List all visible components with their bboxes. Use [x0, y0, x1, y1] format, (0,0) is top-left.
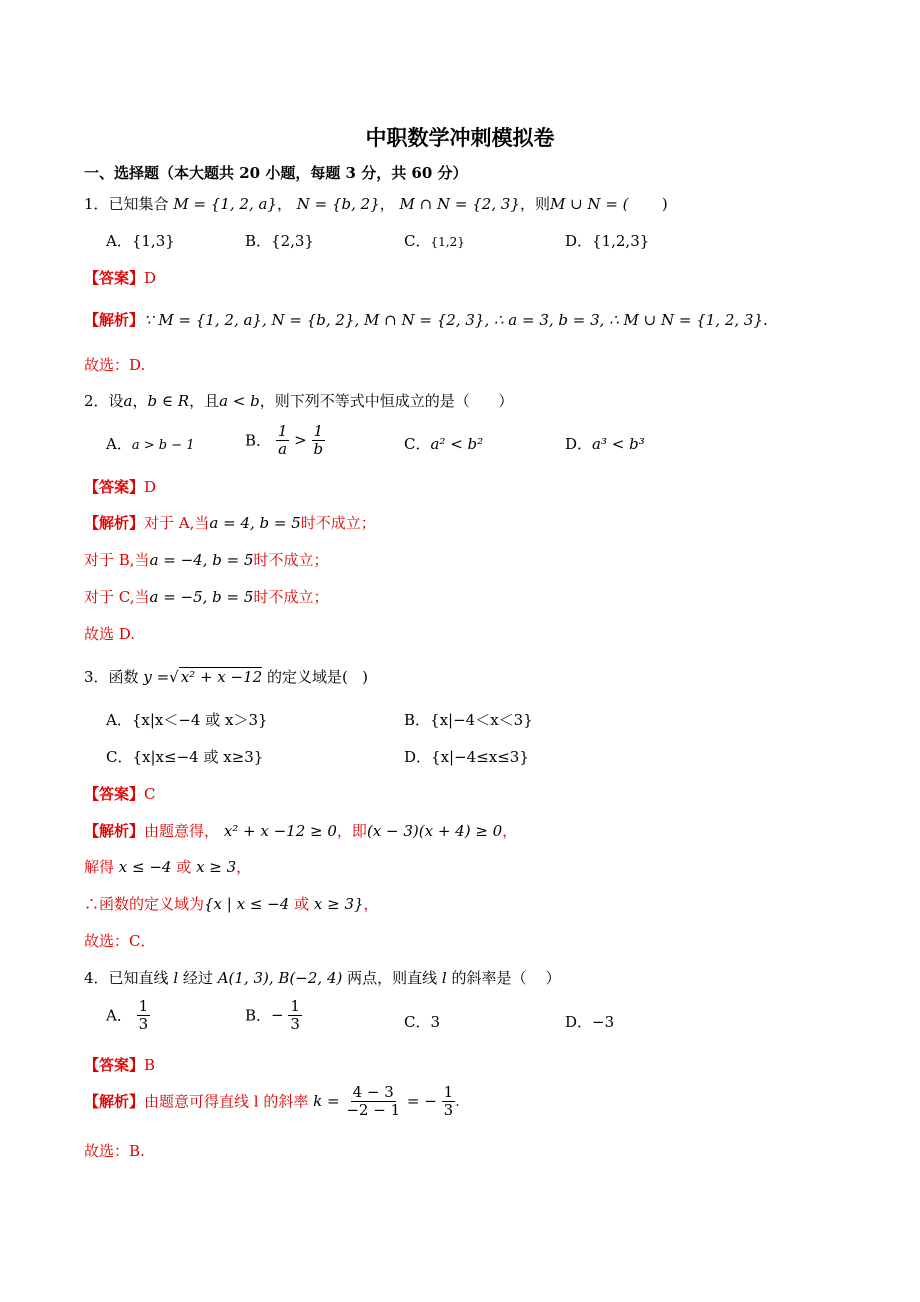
q4-option-b: B．− $\frac{1}{3}$ — [245, 997, 300, 1033]
q2-option-c: C．a² < b² — [404, 435, 484, 453]
q3-analysis-line-2: 解得 x ≤ −4 或 x ≥ 3， — [84, 858, 252, 876]
q2-option-b: B． $\frac{1}{a}$ > $\frac{1}{b}$ — [245, 422, 324, 458]
q2-analysis-line-1: 【解析】对于 A,当a = 4, b = 5时不成立； — [84, 514, 376, 532]
q2-analysis-line-3: 对于 C,当a = −5, b = 5时不成立； — [84, 588, 329, 606]
q2-stem: 2．设a，b ∈ R，且a < b，则下列不等式中恒成立的是（ ） — [84, 392, 514, 410]
q4-conclusion: 故选：B. — [84, 1142, 145, 1160]
q3-conclusion: 故选：C． — [84, 932, 156, 950]
q2-option-a: A．a > b − 1 — [106, 435, 195, 453]
q1-option-b: B．{2,3} — [245, 232, 314, 250]
q3-stem: 3．函数 y =√ x² + x −12 的定义域是( ) — [84, 668, 368, 686]
q3-option-a: A．{x|x＜−4 或 x＞3} — [106, 711, 268, 729]
q1-option-c: C．{1,2} — [404, 232, 465, 250]
q3-answer: 【答案】C — [84, 785, 156, 803]
q1-analysis: 【解析】∵ M = {1, 2, a}, N = {b, 2}, M ∩ N = {2, 3}, ∴ a = 3, b = 3, ∴ M ∪ N = {1, 2, 3}. — [84, 311, 768, 329]
q4-option-d: D．−3 — [565, 1013, 615, 1031]
q1-answer: 【答案】D — [84, 269, 157, 287]
q4-option-c: C．3 — [404, 1013, 441, 1031]
q4-analysis: 【解析】由题意可得直线 l 的斜率 k = $\frac{4 - 3}{-2 - 1}$ = − $\frac{1}{3}$ . — [84, 1083, 460, 1119]
q1-option-d: D．{1,2,3} — [565, 232, 650, 250]
q1-option-a: A．{1,3} — [106, 232, 175, 250]
q3-analysis-line-3: ∴函数的定义域为{x | x ≤ −4 或 x ≥ 3}， — [84, 895, 379, 913]
q3-analysis-line-1: 【解析】由题意得， x² + x −12 ≥ 0，即(x − 3)(x + 4) ≥ 0， — [84, 822, 518, 840]
q2-answer: 【答案】D — [84, 478, 157, 496]
q4-option-a: A． $\frac{1}{3}$ — [106, 997, 149, 1033]
q4-answer: 【答案】B — [84, 1056, 156, 1074]
q2-conclusion: 故选 D. — [84, 625, 136, 643]
section-heading: 一、选择题（本大题共 20 小题，每题 3 分，共 60 分） — [84, 164, 468, 182]
q3-option-c: C．{x|x≤−4 或 x≥3} — [106, 748, 264, 766]
q2-analysis-line-2: 对于 B,当a = −4, b = 5时不成立； — [84, 551, 329, 569]
q3-option-b: B．{x|−4＜x＜3} — [404, 711, 533, 729]
q1-stem: 1．已知集合 M = {1, 2, a}， N = {b, 2}， M ∩ N = {2, 3}，则M ∪ N = ( ) — [84, 195, 668, 213]
q2-option-d: D．a³ < b³ — [565, 435, 645, 453]
q1-conclusion: 故选：D. — [84, 356, 146, 374]
q4-stem: 4．已知直线 l 经过 A(1, 3), B(−2, 4) 两点，则直线 l 的斜率是（ ） — [84, 969, 561, 987]
page-title: 中职数学冲刺模拟卷 — [365, 125, 555, 150]
q3-option-d: D．{x|−4≤x≤3} — [404, 748, 529, 766]
